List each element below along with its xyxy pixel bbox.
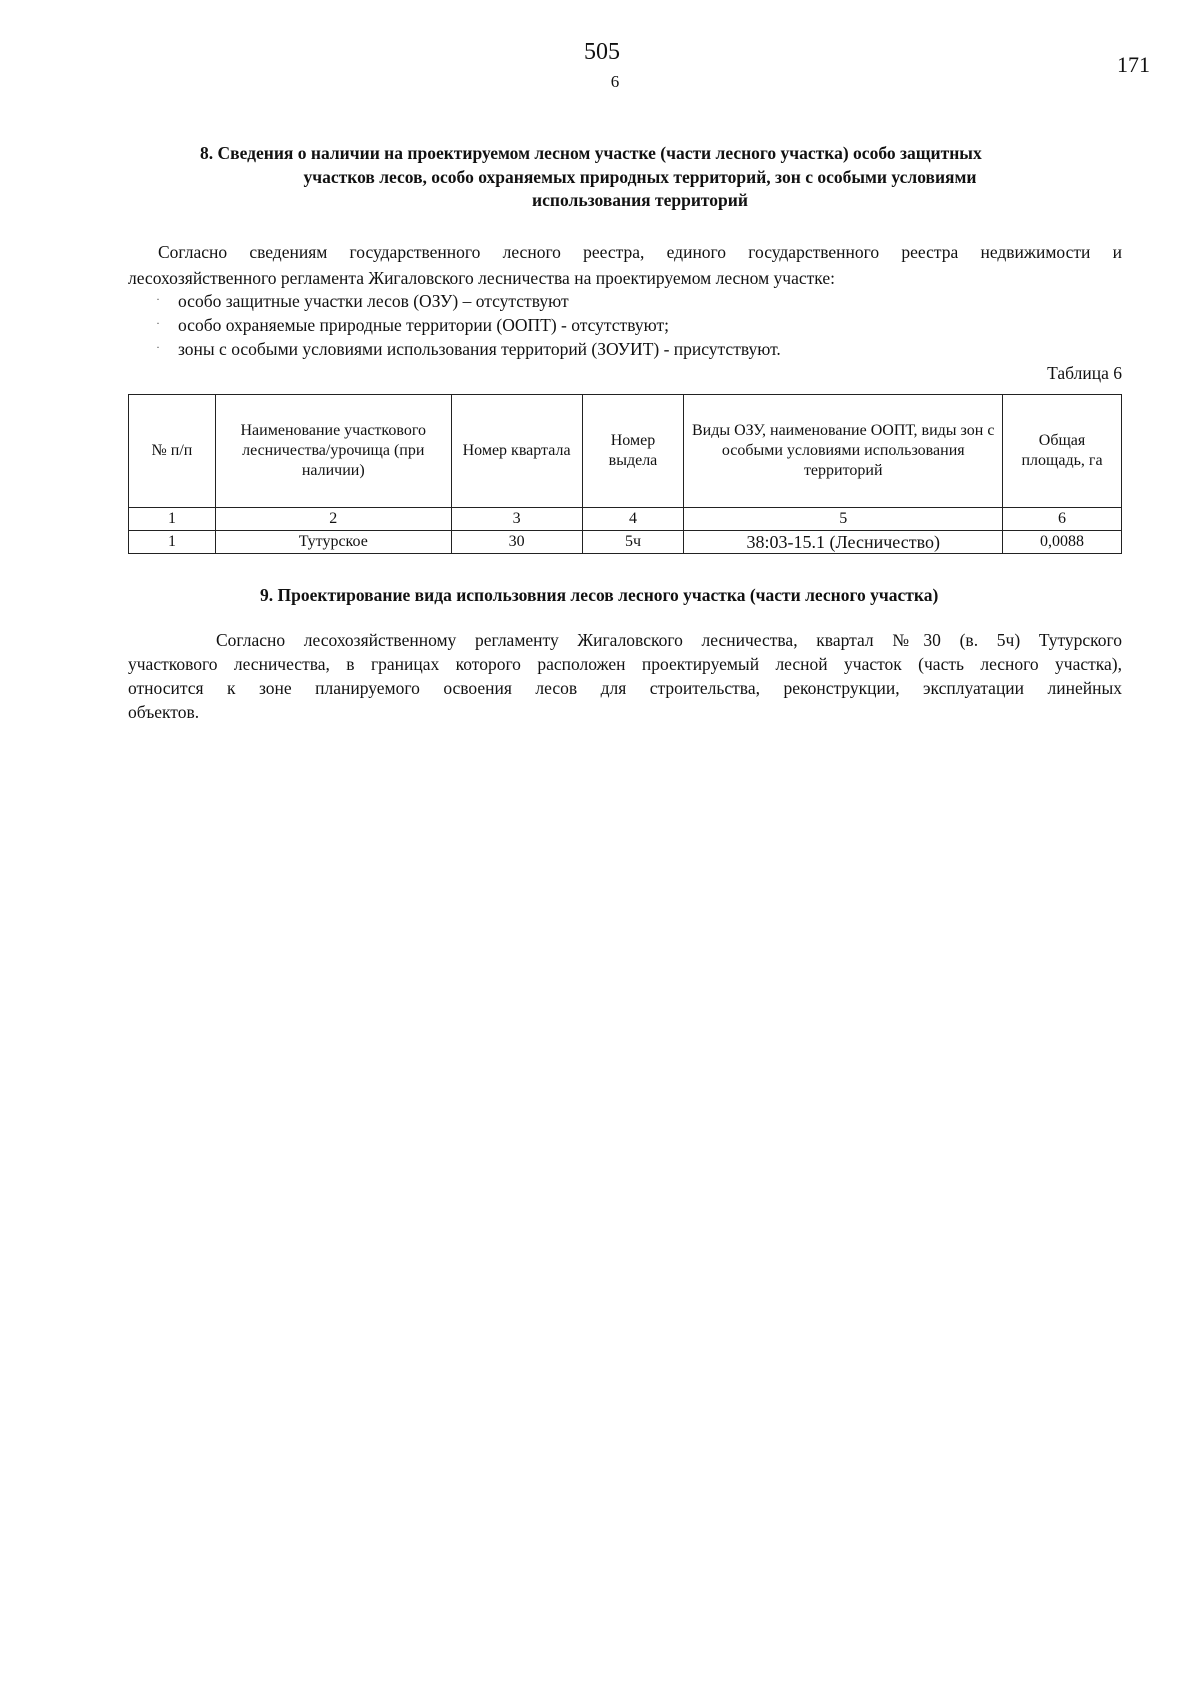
- bullet-item: [150, 337, 781, 361]
- index-cell: 3: [451, 508, 582, 531]
- section8-heading-line2: участков лесов, особо охраняемых природных территорий, зон с особыми условиями: [303, 167, 977, 187]
- index-cell: 1: [129, 508, 216, 531]
- index-cell: 2: [215, 508, 451, 531]
- bullet-text: особо охраняемые природные территории (ООПТ) - отсутствуют;: [178, 315, 669, 335]
- section9-paragraph-line4: объектов.: [128, 702, 200, 722]
- section9-heading: 9. Проектирование вида использовния лесов лесного участка (части лесного участка): [260, 585, 939, 605]
- header-cell-area: Общая площадь, га: [1003, 395, 1122, 508]
- page-number-inner: 6: [610, 72, 620, 91]
- table-row: [129, 531, 1122, 554]
- header-cell-number: № п/п: [129, 395, 216, 508]
- table-cell: 30: [451, 531, 582, 554]
- zones-table: [128, 394, 1122, 554]
- section9-paragraph-line1: Согласно лесохозяйственному регламенту Жигаловского лесничества, квартал №30 (в. 5ч) Тутурского: [216, 630, 1122, 650]
- index-cell: 6: [1003, 508, 1122, 531]
- bullet-item: [150, 313, 781, 337]
- bullet-text: зоны с особыми условиями использования территорий (ЗОУИТ) - присутствуют.: [178, 339, 781, 359]
- table-cell: 5ч: [582, 531, 684, 554]
- section8-heading-line3: использования территорий: [532, 190, 748, 210]
- index-cell: 4: [582, 508, 684, 531]
- table-index-row: [129, 508, 1122, 531]
- section8-intro-line2: лесохозяйственного регламента Жигаловского лесничества на проектируемом лесном участке:: [128, 268, 835, 288]
- header-cell-allotment: Номер выдела: [582, 395, 684, 508]
- section8-intro-line1: Согласно сведениям государственного лесного реестра, единого государственного реестра недвижимости и: [158, 242, 1122, 262]
- bullet-item: [150, 289, 781, 313]
- header-cell-quarter: Номер квартала: [451, 395, 582, 508]
- bullet-dot-icon: ·: [156, 316, 160, 330]
- table-cell: 1: [129, 531, 216, 554]
- table-cell: Тутурское: [215, 531, 451, 554]
- section8-bullet-list: [150, 289, 781, 361]
- table-caption: Таблица 6: [1047, 363, 1122, 383]
- header-cell-zone-types: Виды ОЗУ, наименование ООПТ, виды зон с особыми условиями использования территорий: [684, 395, 1003, 508]
- section9-paragraph-line2: участкового лесничества, в границах которого расположен проектируемый лесной участок (часть лесного участка),: [128, 654, 1122, 674]
- page-number-right: 171: [1117, 52, 1150, 77]
- page-number-outer: 505: [584, 39, 620, 65]
- section9-paragraph-line3: относится к зоне планируемого освоения лесов для строительства, реконструкции, эксплуатации линейных: [128, 678, 1122, 698]
- bullet-text: особо защитные участки лесов (ОЗУ) – отсутствуют: [178, 291, 569, 311]
- bullet-dot-icon: ·: [156, 340, 160, 354]
- index-cell: 5: [684, 508, 1003, 531]
- table-header-row: [129, 395, 1122, 508]
- table-cell: 0,0088: [1003, 531, 1122, 554]
- section8-heading-line1: 8. Сведения о наличии на проектируемом лесном участке (части лесного участка) особо защитных: [200, 143, 982, 163]
- bullet-dot-icon: ·: [156, 292, 160, 306]
- header-cell-forestry-name: Наименование участкового лесничества/урочища (при наличии): [215, 395, 451, 508]
- table-cell: 38:03-15.1 (Лесничество): [684, 531, 1003, 554]
